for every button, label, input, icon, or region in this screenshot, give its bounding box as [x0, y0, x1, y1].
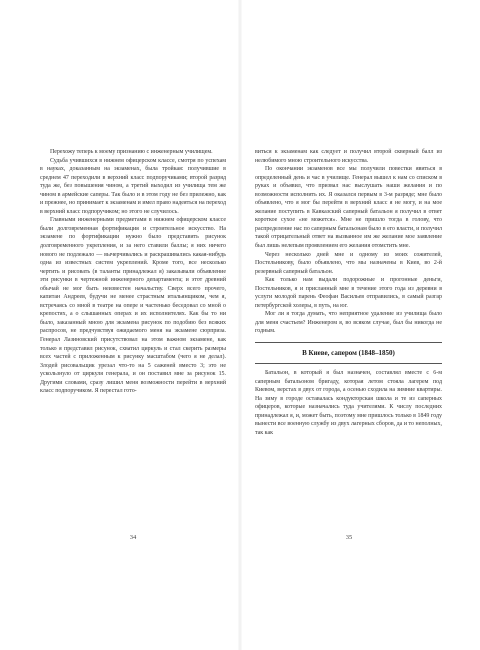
right-paragraph-5: Мог ли я тогда думать, что неприятное удаление из училища было для меня счастьем? Инженером я, во всяком случае, был бы никогда не годным. [255, 311, 442, 335]
left-text-column [40, 148, 226, 396]
right-paragraph-6: Батальон, в который я был назначен, составлял вместе с 6-м саперным батальоном бригаду, которая летом стояла лагерем под Киевом, верстах в двух от города, а осенью сходила на зимние квартиры. На зиму в городе оставалась кондукторская школа и те из саперных офицеров, которые назначались туда учителями. К числу последних принадлежал я, и, может быть, поэтому мне пришлось только в 1849 году вынести все военную службу из двух лагерных сборов, да и то неполных, так как [255, 370, 442, 436]
left-paragraph-1: Перехожу теперь к моему признанию с инженерным училищем. [50, 149, 213, 155]
left-page-number: 34 [129, 534, 137, 541]
right-text-column [255, 148, 442, 437]
right-paragraph-2: По окончании экзаменов все мы получили повестки явиться в определенный день и час в училище. Генерал вышел к нам со списком в руках и объявил, что призвал нас выслушать наши желания и по возможности исполнить их. Я оказался первым в 3-м разряде; мне было объявлено, что я мог бы перейти в верхний класс я не могу, и на мое желание поступить в Кавказский саперный батальон я получил в ответ короткое сухое «не можется». Мне не пришло тогда в голову, что распределение нас по саперным батальонам было в его власти, и получил такой отрицательный ответ на вызванное им же желание мое заявление был лишь нелепым проявлением его желания отомстить мне. [255, 166, 442, 250]
right-page-number: 35 [345, 534, 353, 541]
right-paragraph-3: Через несколько дней мне и одному из моих сожителей, Постельникову, было объявлено, что мы назначены в Киев, во 2-й резервный саперный батальон. [255, 251, 442, 275]
left-paragraph-3: Главными инженерными предметами в нижнем офицерском классе были долговременная фортификация и строительное искусство. На экзамене по фортификации нужно было представить рисунок долговременного укрепления, и за него ставили баллы; я них ничего нового не подлежало — вычерчивались и раскрашивались какая-нибудь одна из известных систем укреплений. Кроме того, все несколько чертить и рисовать (в таланты принадлежал я) заказывали объявление эти рисунки в чертежной инженерного департамента; и этот древний обычай не мог быть неизвестен начальству. Сверх всего прочего, капитан Андреев, будучи не менее страстным итальянщиком, чем я, встречаясь со мной в театре на опере и частенько беседовал со мной о крепостях, а о слышанных операх и их исполнителях. Как бы то ни было, заказанный мною для экзамена рисунок по подобию без всяких распросов, не предчувствуя ожидаемого меня на экзамене сюрприза. Генерал Лазиновский присутствовал на этом важном экзамене, как только я представил рисунок, схватил циркуль и стал скерить размеры всех частей с приложенным к рисунку масштабом (чего я не делал). Злодей рисовальщик урезал что-то на 5 саженей вместо 3; это не ускользнуло от циркуля генерала, и он поставил мне за рисунок 15. Другими словами, сразу лишил меня возможности перейти в верхний класс подпоручиком. Я перестал гото- [40, 217, 226, 395]
right-paragraph-4: Как только нам выдали подорожные и прогонные деньги, Постельников, я и присланный мне в течение этого года из деревни в услуги молодой парень Феофан Васильев отправились, в самый разгар петербургской холеры, в путь, на юг. [255, 277, 442, 309]
left-paragraph-2: Судьба учившихся в нижнем офицерском классе, смотря по успехам в науках, доказанным на экзаменах, была тройкая: получившие в среднем 47 переходили в верхний класс подпоручиками; второй разряд туда же, без повышения чином, а третий выходил из училища тем же чином в армейские саперы. Так было и в этом году не без прилежно, как и прежнее, но принимает к экзаменам и имел право надеяться на переход в верхний класс подпоручиком; но этого не случилось. [40, 157, 226, 215]
section-heading: В Киеве, сапером (1848–1850) [255, 342, 442, 364]
right-page [240, 0, 480, 650]
right-paragraph-1: виться к экзаменам как следует и получил второй скверный балл из нелюбимого мною строительного искусства. [255, 149, 442, 164]
